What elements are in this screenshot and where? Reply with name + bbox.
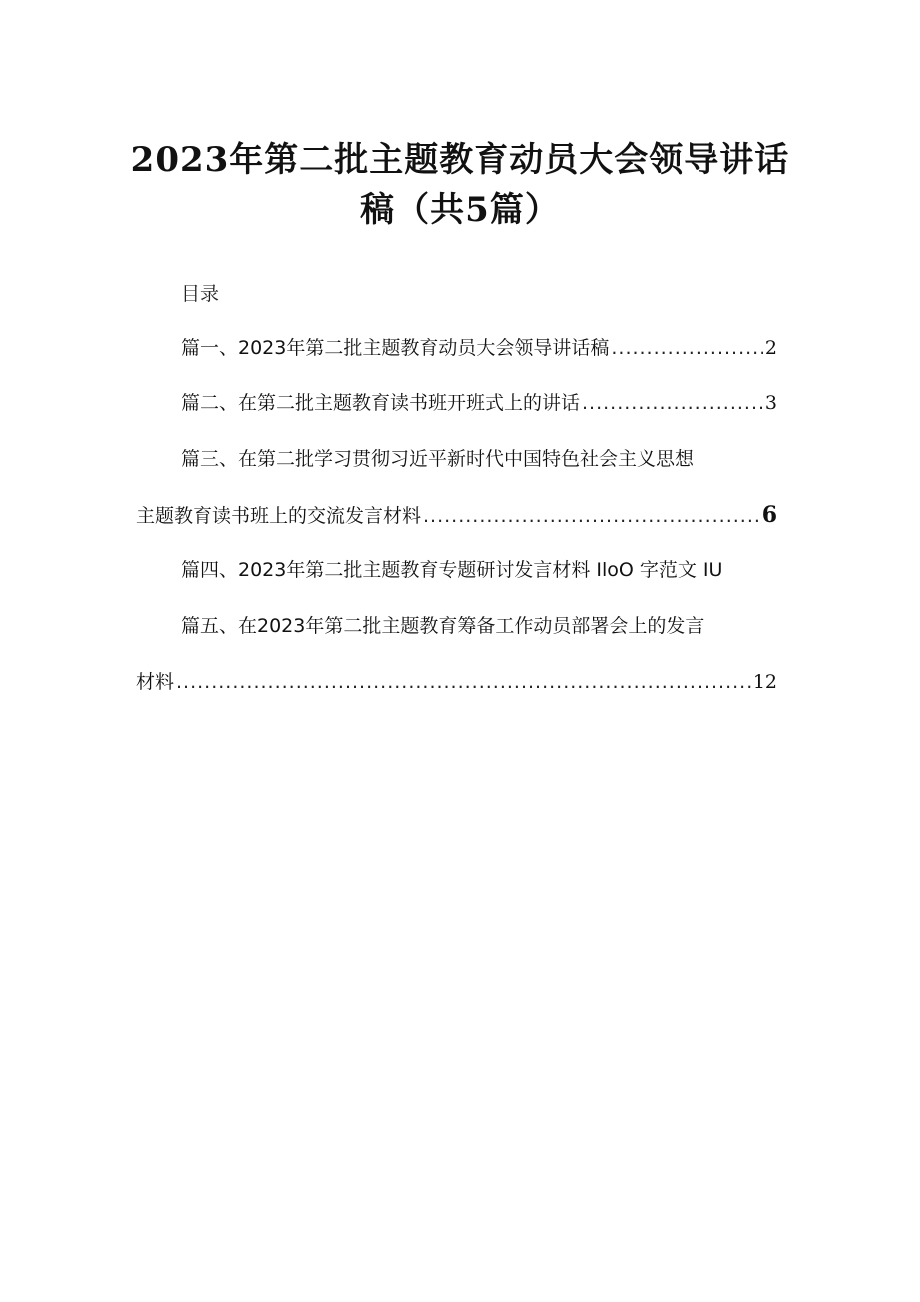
- toc-entry-text-continued: 主题教育读书班上的交流发言材料: [136, 505, 422, 527]
- toc-entry-text: 篇三、在第二批学习贯彻习近平新时代中国特色社会主义思想: [181, 448, 695, 470]
- toc-entry-text: 篇一、2023年第二批主题教育动员大会领导讲话稿: [181, 337, 610, 359]
- toc-entry-1[interactable]: [181, 336, 777, 360]
- toc-entry-text: 篇五、在2023年第二批主题教育筹备工作动员部署会上的发言: [181, 615, 705, 637]
- toc-leader-dots: [582, 391, 763, 415]
- toc-leader-dots: [176, 670, 751, 694]
- toc-entry-text-continued: 材料: [136, 671, 175, 693]
- toc-page-number: 12: [752, 671, 777, 693]
- toc-page-number: 3: [764, 392, 777, 414]
- toc-entry-5[interactable]: [181, 614, 704, 638]
- toc-heading: 目录: [181, 283, 220, 305]
- toc-entry-text: 篇四、2023年第二批主题教育专题研讨发言材料 IloO 字范文 IU: [181, 559, 723, 581]
- toc-entry-3-continued[interactable]: [136, 503, 777, 527]
- toc-leader-dots: [423, 504, 760, 528]
- document-title-line-1: 2023年第二批主题教育动员大会领导讲话: [130, 140, 790, 180]
- toc-page-number: 2: [764, 337, 777, 359]
- toc-leader-dots: [611, 336, 763, 360]
- toc-entry-2[interactable]: [181, 391, 777, 415]
- toc-entry-text: 篇二、在第二批主题教育读书班开班式上的讲话: [181, 392, 581, 414]
- document-title-line-2: 稿（共5篇）: [360, 190, 560, 230]
- toc-entry-5-continued[interactable]: [136, 670, 777, 694]
- toc-entry-4[interactable]: [181, 558, 722, 582]
- toc-page-number: 6: [761, 502, 777, 528]
- toc-entry-3[interactable]: [181, 447, 694, 471]
